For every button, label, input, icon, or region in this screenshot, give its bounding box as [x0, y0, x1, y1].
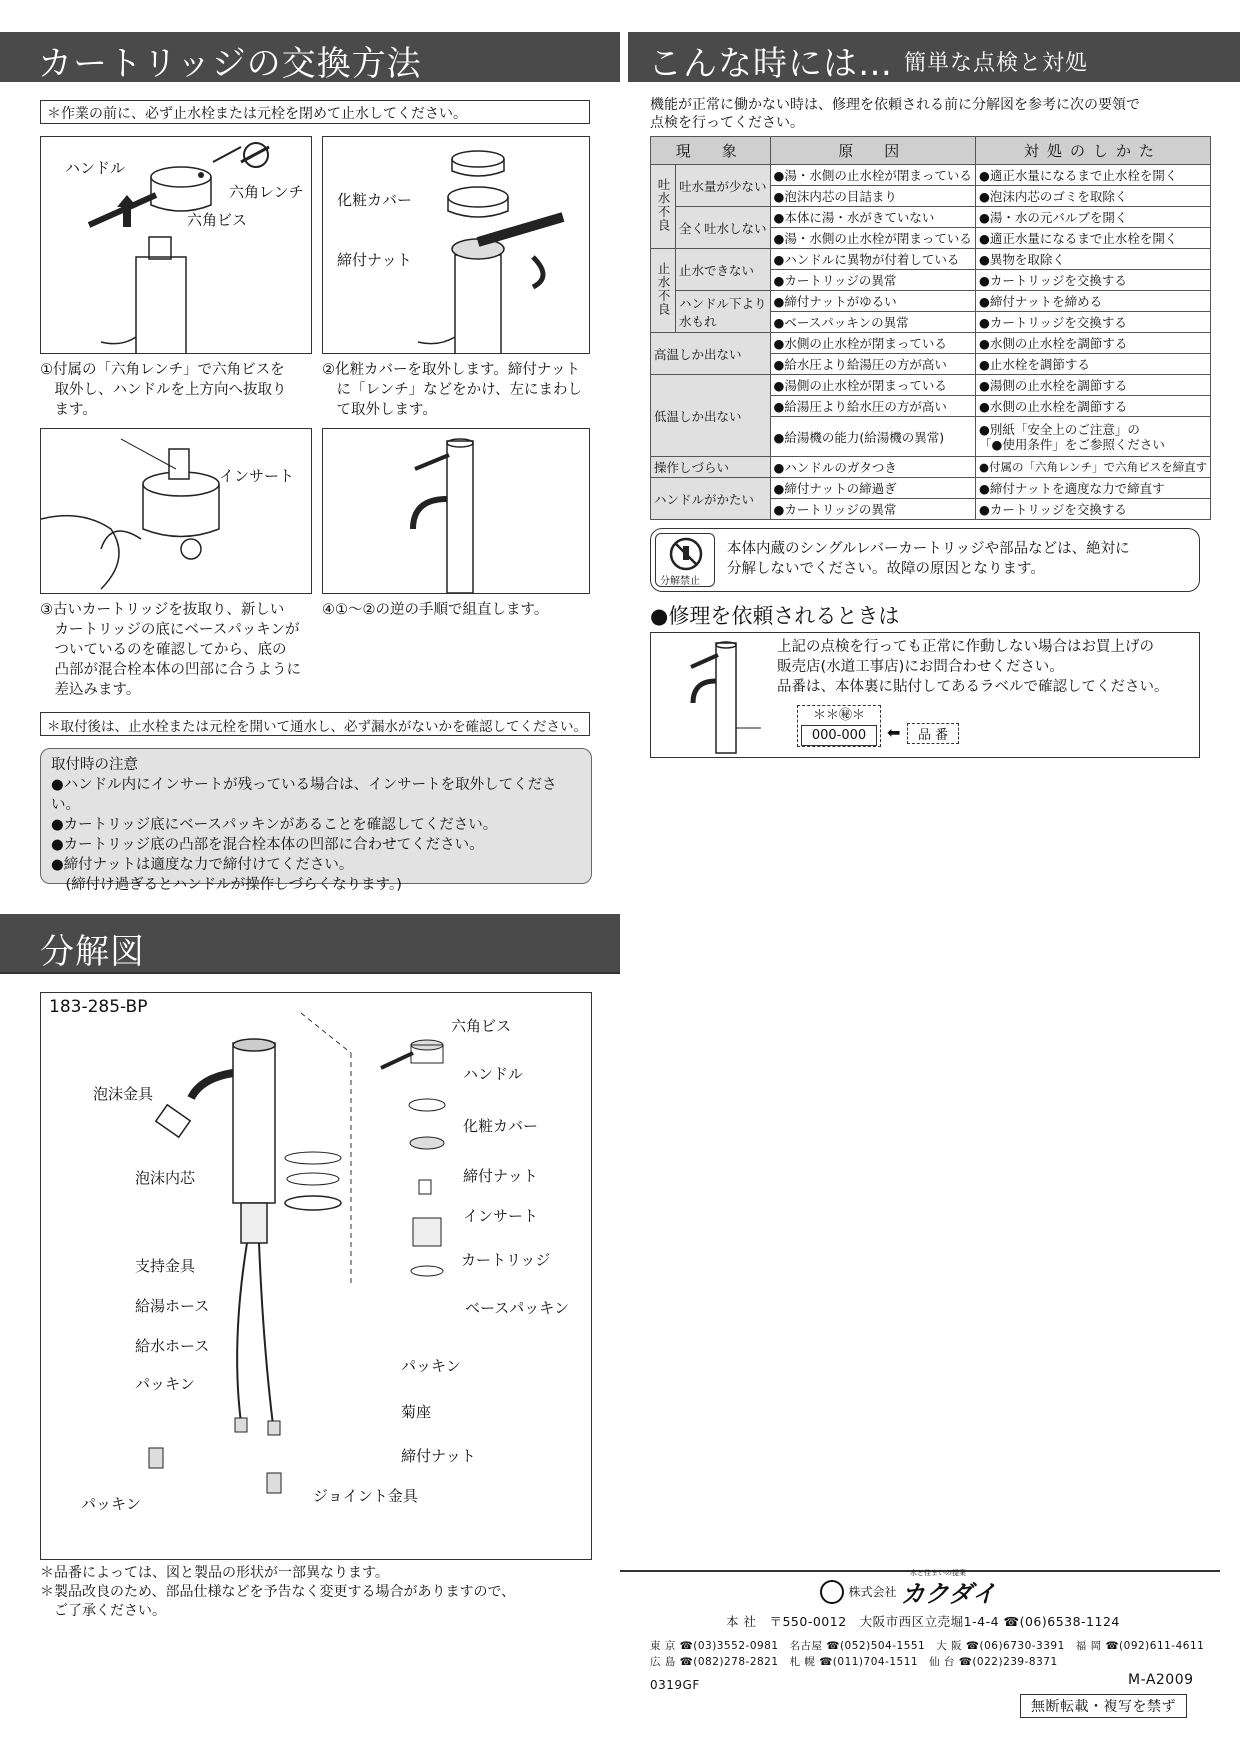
table-row: 吐水不良 吐水量が少ない ●湯・水側の止水栓が閉まっている ●適正水量になるまで止水栓を開く: [651, 165, 1211, 186]
part-packing-lower: パッキン: [81, 1495, 141, 1513]
company-tagline: 水と住まいの提案: [910, 1569, 966, 1577]
step1-label-hex-screw: 六角ビス: [187, 211, 248, 229]
step2-label-cover: 化粧カバー: [337, 191, 413, 209]
prohibit-icon-label: 分解禁止: [660, 576, 700, 587]
copyright-notice: 無断転載・複写を禁ず: [1020, 1694, 1187, 1718]
part-base-packing: ベースパッキン: [465, 1299, 570, 1317]
exploded-notes: ＊品番によっては、図と製品の形状が一部異なります。 ＊製品改良のため、部品仕様などを予告なく変更する場合がありますので、 ご了承ください。: [40, 1565, 516, 1619]
table-row: ハンドル下より水もれ ●締付ナットがゆるい ●締付ナットを締める: [651, 291, 1211, 312]
table-row: ●給湯圧より給水圧の方が高い ●水側の止水栓を調節する: [651, 396, 1211, 417]
troubleshoot-intro: 機能が正常に働かない時は、修理を依頼される前に分解図を参考に次の要領で 点検を行ってください。: [650, 97, 1140, 131]
arrow-left-icon: ⬅: [887, 723, 901, 742]
product-code-label: 品 番: [907, 723, 959, 744]
table-row: 高温しか出ない ●水側の止水栓が閉まっている ●水側の止水栓を調節する: [651, 333, 1211, 354]
no-disassembly-icon: [656, 534, 716, 574]
part-insert: インサート: [463, 1207, 539, 1225]
part-joint-fitting: ジョイント金具: [313, 1487, 418, 1505]
step2-caption: ②化粧カバーを取外します。締付ナット に「レンチ」などをかけ、左にまわし て取外します。: [322, 362, 583, 418]
right-section-subtitle: 簡単な点検と対処: [904, 51, 1089, 76]
cover-removal-illustration: [323, 137, 590, 354]
step3-figure: [40, 428, 312, 594]
branch-offices-1: 東 京 ☎(03)3552-0981 名古屋 ☎(052)504-1551 大 阪 ☎(06)6730-3391 福 岡 ☎(092)611-4611: [650, 1640, 1205, 1652]
step1-label-hex-wrench: 六角レンチ: [229, 183, 304, 201]
step3-label-insert: インサート: [219, 467, 295, 485]
repair-text: 上記の点検を行っても正常に作動しない場合はお買上げの 販売店(水道工事店)にお問合わせください。 品番は、本体裏に貼付してあるラベルで確認してください。: [777, 639, 1169, 695]
part-hot-water-hose: 給湯ホース: [135, 1297, 210, 1315]
exploded-header-rule: [0, 972, 620, 974]
table-row: ●泡沫内芯の目詰まり ●泡沫内芯のゴミを取除く: [651, 186, 1211, 207]
logo-mark-icon: [820, 1580, 844, 1604]
part-cartridge: カートリッジ: [461, 1251, 551, 1269]
part-cold-water-hose: 給水ホース: [135, 1337, 210, 1355]
step2-figure: [322, 136, 590, 354]
table-row: 全く吐水しない ●本体に湯・水がきていない ●湯・水の元バルブを開く: [651, 207, 1211, 228]
table-row: ハンドルがかたい ●締付ナットの締過ぎ ●締付ナットを適度な力で締直す: [651, 478, 1211, 499]
table-row: ●カートリッジの異常 ●カートリッジを交換する: [651, 499, 1211, 520]
step3-caption: ③古いカートリッジを抜取り、新しい カートリッジの底にベースパッキンが ついているのを確認してから、底の 凸部が混合栓本体の凹部に合うように 差込みます。: [40, 602, 301, 698]
install-caution-title: 取付時の注意: [51, 757, 138, 773]
pre-work-note: ＊作業の前に、必ず止水栓または元栓を閉めて止水してください。: [40, 100, 590, 124]
exploded-diagram: [40, 992, 592, 1560]
step4-figure: [322, 428, 590, 594]
faucet-label-illustration: [651, 633, 761, 757]
left-section-header: [0, 32, 620, 82]
part-packing-mid: パッキン: [401, 1357, 461, 1375]
document-code: M-A2009: [1128, 1672, 1194, 1688]
part-fastening-nut: 締付ナット: [463, 1167, 538, 1185]
part-support-fitting: 支持金具: [135, 1257, 196, 1275]
table-row: ●給水圧より給湯圧の方が高い ●止水栓を調節する: [651, 354, 1211, 375]
right-section-title: こんな時には…: [648, 44, 893, 84]
step1-caption: ①付属の「六角レンチ」で六角ビスを 取外し、ハンドルを上方向へ抜取り ます。: [40, 362, 287, 418]
disassembly-prohibited-box: [650, 528, 1200, 592]
part-handle: ハンドル: [463, 1065, 524, 1083]
table-row: 操作しづらい ●ハンドルのガタつき ●付属の「六角レンチ」で六角ビスを締直す: [651, 457, 1211, 478]
troubleshoot-table: [650, 136, 1211, 520]
part-chrysanthemum-washer: 菊座: [401, 1403, 432, 1421]
branch-offices-2: 広 島 ☎(082)278-2821 札 幌 ☎(011)704-1511 仙 台 ☎(022)239-8371: [650, 1656, 1058, 1668]
table-row: ●ベースパッキンの異常 ●カートリッジを交換する: [651, 312, 1211, 333]
left-section-title: カートリッジの交換方法: [38, 44, 422, 84]
company-logo: [820, 1569, 996, 1608]
exploded-section-title: 分解図: [40, 932, 145, 972]
part-aerator-core: 泡沫内芯: [135, 1169, 196, 1187]
right-section-header: [628, 32, 1240, 82]
table-row: ●給湯機の能力(給湯機の異常) ●別紙「安全上のご注意」の 「●使用条件」をご参照ください: [651, 417, 1211, 457]
post-install-note: ＊取付後は、止水栓または元栓を開いて通水し、必ず漏水がないかを確認してください。: [40, 712, 590, 736]
table-row: ●カートリッジの異常 ●カートリッジを交換する: [651, 270, 1211, 291]
model-number: 183-285-BP: [49, 997, 148, 1017]
col-header-symptom: 現 象: [651, 137, 771, 165]
exploded-section-header: [0, 914, 620, 972]
print-code: 0319GF: [650, 1678, 700, 1692]
product-label: ＊＊㊙＊ 000-000: [797, 705, 881, 747]
headquarters-info: 本 社 〒550-0012 大阪市西区立売堀1-4-4 ☎(06)6538-1124: [726, 1614, 1120, 1629]
cartridge-insert-illustration: [41, 429, 312, 594]
company-prefix: 株式会社: [848, 1585, 897, 1599]
col-header-cause: 原 因: [770, 137, 975, 165]
part-packing-upper: パッキン: [135, 1375, 195, 1393]
part-hex-screw: 六角ビス: [451, 1017, 512, 1035]
part-aerator-fitting: 泡沫金具: [93, 1085, 154, 1103]
install-caution-box: 取付時の注意 ●ハンドル内にインサートが残っている場合は、インサートを取外してください。 ●カートリッジ底にベースパッキンがあることを確認してください。 ●カートリッジ底の凸部を混合栓本体の凹部に合わせてください。 ●締付ナットは適度な力で締付けてください。 (締付け過ぎるとハンドルが操作しづらくなります。): [40, 748, 592, 884]
repair-heading: ●修理を依頼されるときは: [650, 604, 900, 628]
step1-label-handle: ハンドル: [65, 159, 126, 177]
prohibit-icon-box: [655, 533, 715, 587]
table-row: 止水不良 止水できない ●ハンドルに異物が付着している ●異物を取除く: [651, 249, 1211, 270]
prohibit-text: 本体内蔵のシングルレバーカートリッジや部品などは、絶対に 分解しないでください。故障の原因となります。: [727, 541, 1130, 577]
table-row: ●湯・水側の止水栓が閉まっている ●適正水量になるまで止水栓を開く: [651, 228, 1211, 249]
troubleshoot-table-wrap: [650, 136, 1211, 520]
step1-figure: [40, 136, 312, 354]
col-header-remedy: 対処のしかた: [975, 137, 1210, 165]
part-fastening-nut-lower: 締付ナット: [401, 1447, 476, 1465]
step2-label-nut: 締付ナット: [337, 251, 412, 269]
table-row: 低温しか出ない ●湯側の止水栓が閉まっている ●湯側の止水栓を調節する: [651, 375, 1211, 396]
reassembled-faucet-illustration: [323, 429, 590, 594]
company-name: カクダイ: [900, 1580, 996, 1608]
repair-box: [650, 632, 1200, 758]
part-decorative-cover: 化粧カバー: [463, 1117, 539, 1135]
step4-caption: ④①～②の逆の手順で組直します。: [322, 602, 549, 618]
